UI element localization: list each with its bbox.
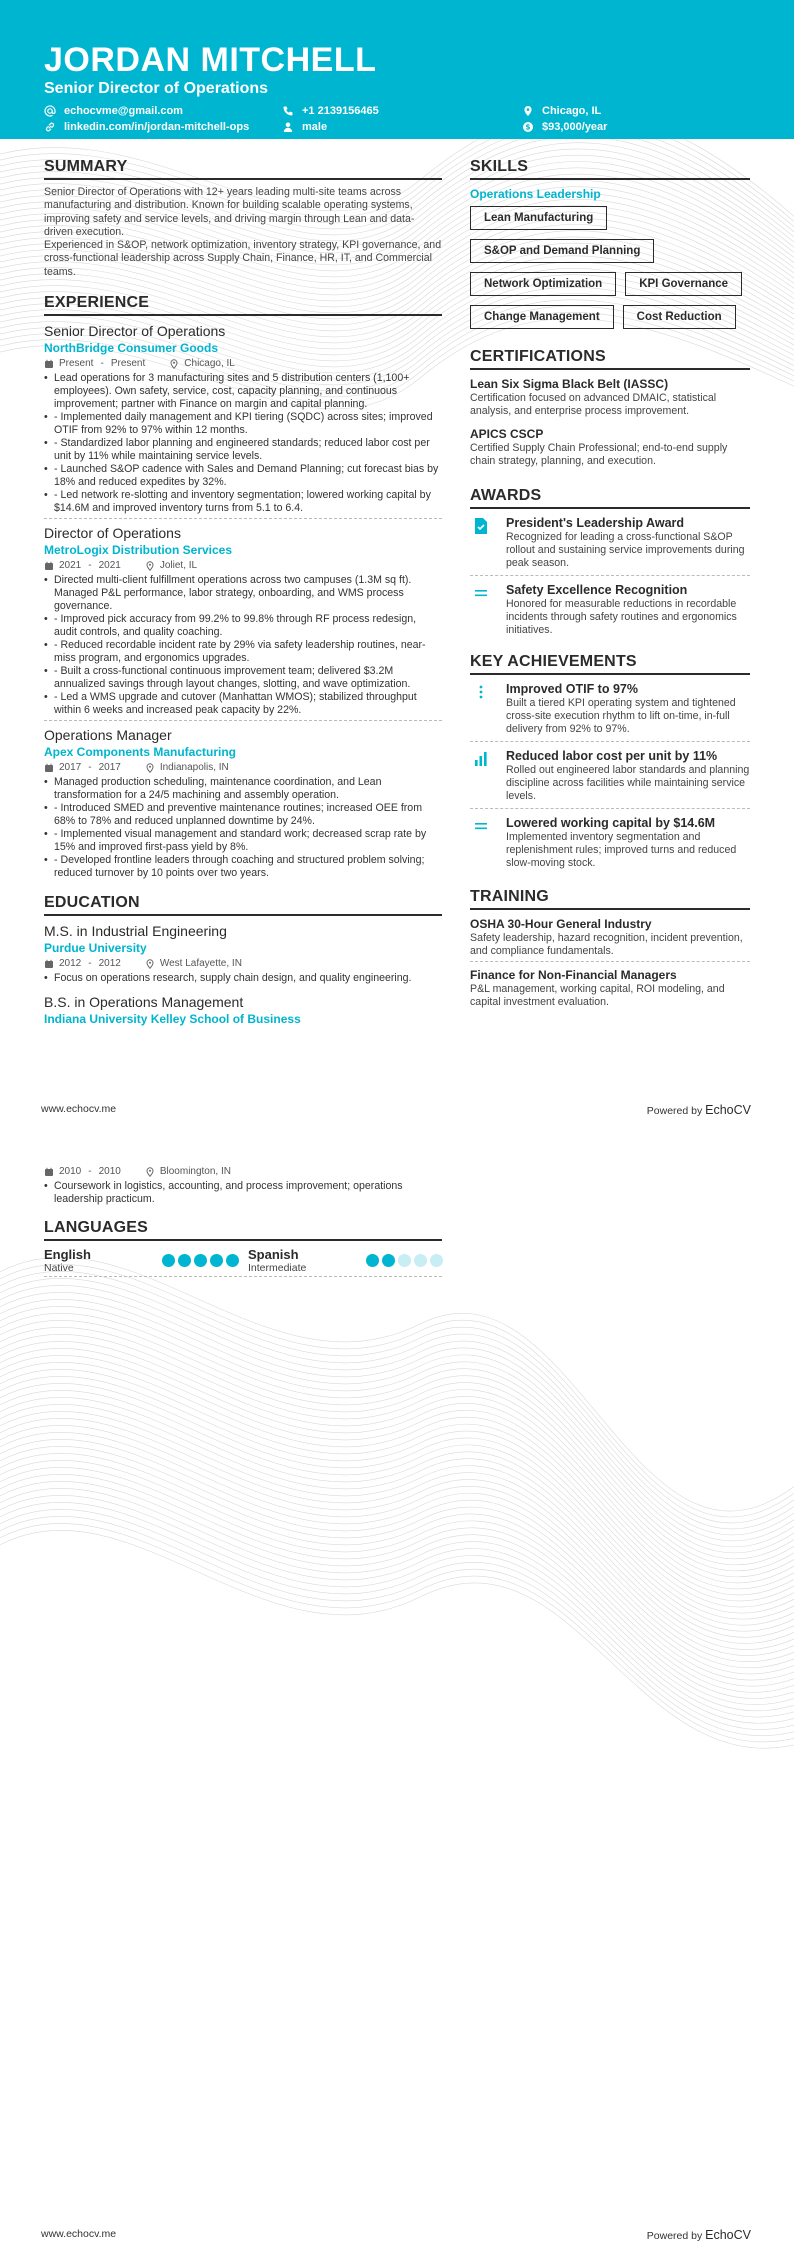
job-bullet: • - Reduced recordable incident rate by 29% via safety leadership routines, near-miss program, and ergonomics upgrades. — [44, 639, 442, 665]
training-title: OSHA 30-Hour General Industry — [470, 917, 652, 931]
job-location: Chicago, IL — [184, 358, 235, 370]
education-start: 2012 — [59, 958, 82, 970]
job-bullet: • - Introduced SMED and preventive maintenance routines; increased OEE from 68% to 78% and reduced unplanned downtime by 24%. — [44, 802, 442, 828]
email-text: echocvme@gmail.com — [64, 105, 183, 117]
certification-item — [470, 426, 750, 468]
achievements-heading: KEY ACHIEVEMENTS — [470, 652, 750, 675]
resume-header — [0, 0, 794, 139]
education-bullets — [44, 1180, 442, 1206]
language-rating — [366, 1254, 443, 1267]
experience-item — [44, 524, 442, 721]
education-bullet: • Focus on operations research, supply chain design, and quality engineering. — [44, 972, 442, 985]
job-meta: 2021 - 2021 Joliet, IL — [44, 559, 442, 572]
certifications-section — [470, 347, 750, 468]
experience-heading: EXPERIENCE — [44, 293, 442, 316]
job-start: Present — [59, 358, 94, 370]
summary-section — [44, 157, 442, 279]
job-bullet: • - Launched S&OP cadence with Sales and Demand Planning; cut forecast bias by 18% and reduced expedites by 32%. — [44, 463, 442, 489]
vertical-dots-icon — [470, 681, 494, 736]
contact-info — [44, 105, 750, 145]
experience-item — [44, 726, 442, 883]
summary-paragraph-2: Experienced in S&OP, network optimization, inventory strategy, KPI governance, and cross-functional leadership across Supply Chain, Finance, HR, IT, and Commercial teams. — [44, 239, 442, 278]
language-level: Native — [44, 1262, 74, 1274]
school-name: Purdue University — [44, 941, 147, 956]
education-meta: 2010 - 2010 Bloomington, IN — [44, 1165, 442, 1178]
rating-dot — [226, 1254, 239, 1267]
languages-list — [44, 1247, 442, 1277]
calendar-icon — [44, 959, 54, 969]
job-location: Indianapolis, IN — [159, 762, 229, 774]
job-bullet: • - Standardized labor planning and engineered standards; reduced labor cost per unit by 11% while maintaining service levels. — [44, 437, 442, 463]
job-bullet: • - Built a cross-functional continuous improvement team; delivered $3.2M annualized savings through layout changes, slotting, and wave optimization. — [44, 665, 442, 691]
skill-tag: S&OP and Demand Planning — [470, 239, 654, 263]
right-column — [470, 157, 750, 1009]
job-bullet: • Directed multi-client fulfillment operations across two campuses (1.3M sq ft). Managed P&L performance, labor strategy, onboarding, and WMS process governance. — [44, 574, 442, 613]
degree-title: M.S. in Industrial Engineering — [44, 923, 227, 940]
contact-email[interactable] — [44, 105, 183, 117]
map-pin-icon — [145, 1167, 155, 1177]
education-bullet: • Coursework in logistics, accounting, and process improvement; operations leadership practicum. — [44, 1180, 442, 1206]
salary-text: $93,000/year — [542, 121, 608, 133]
rating-dot — [430, 1254, 443, 1267]
map-pin-icon — [145, 959, 155, 969]
job-bullet: • - Led network re-slotting and inventory segmentation; lowered working capital by $14.6M and improved inventory turns from 5.1 to 6.4. — [44, 489, 442, 515]
education-section — [44, 893, 442, 1027]
rating-dot — [194, 1254, 207, 1267]
contact-salary — [522, 121, 607, 133]
contact-phone[interactable] — [282, 105, 379, 117]
job-bullets — [44, 574, 442, 717]
page-footer — [41, 2228, 751, 2242]
skill-tags — [470, 206, 750, 329]
language-name: English — [44, 1247, 91, 1262]
svg-text:$: $ — [525, 122, 531, 132]
resume-page-2 — [0, 1124, 794, 2246]
phone-text: +1 2139156465 — [302, 105, 379, 117]
language-name: Spanish — [248, 1247, 299, 1262]
job-bullet: • - Developed frontline leaders through coaching and structured problem solving; reduced turnover by 10 points over two years. — [44, 854, 442, 880]
job-title: Senior Director of Operations — [44, 323, 226, 340]
candidate-name: JORDAN MITCHELL — [44, 41, 377, 79]
company-name: NorthBridge Consumer Goods — [44, 341, 219, 356]
rating-dot — [162, 1254, 175, 1267]
skills-section — [470, 157, 750, 329]
skill-tag: Change Management — [470, 305, 614, 329]
job-start: 2017 — [59, 762, 82, 774]
powered-label: Powered by — [646, 2230, 703, 2242]
map-pin-icon — [145, 561, 155, 571]
training-item — [470, 967, 750, 1009]
certifications-heading: CERTIFICATIONS — [470, 347, 750, 370]
money-icon — [522, 121, 534, 133]
training-section — [470, 887, 750, 1009]
linkedin-text: linkedin.com/in/jordan-mitchell-ops — [64, 121, 250, 133]
education-end: 2010 — [98, 1166, 121, 1177]
job-bullets — [44, 372, 442, 515]
left-column-continued — [44, 1164, 442, 1277]
education-bullets — [44, 972, 442, 985]
job-location: Joliet, IL — [159, 560, 198, 572]
education-heading: EDUCATION — [44, 893, 442, 916]
map-pin-icon — [169, 359, 179, 369]
education-meta: 2012 - 2012 West Lafayette, IN — [44, 957, 442, 970]
page-footer — [41, 1103, 751, 1117]
summary-paragraph-1: Senior Director of Operations with 12+ years leading multi-site teams across manufacturing and distribution. Known for building scalable operating systems, improving safety and service levels, and driving margin through Lean and data-driven execution. — [44, 186, 415, 238]
skill-tag: Cost Reduction — [623, 305, 736, 329]
contact-gender — [282, 121, 327, 133]
languages-heading: LANGUAGES — [44, 1218, 442, 1241]
candidate-title: Senior Director of Operations — [44, 80, 269, 97]
company-name: Apex Components Manufacturing — [44, 745, 237, 760]
powered-by — [647, 1103, 751, 1117]
job-bullet: • - Led a WMS upgrade and cutover (Manhattan WMOS); stabilized throughput within 6 weeks and increased peak capacity by 22%. — [44, 691, 442, 717]
skill-group-title: Operations Leadership — [470, 187, 601, 201]
achievement-item-desc: Rolled out engineered labor standards and planning discipline across facilities while maintaining service levels. — [506, 764, 750, 802]
powered-by — [647, 2228, 751, 2242]
achievements-list — [470, 681, 750, 875]
language-item — [44, 1247, 239, 1275]
calendar-icon — [44, 359, 54, 369]
job-start: 2021 — [59, 560, 82, 572]
contact-location — [522, 105, 601, 117]
job-bullet: • - Improved pick accuracy from 99.2% to 99.8% through RF process redesign, audit controls, and quality coaching. — [44, 613, 442, 639]
job-bullet: • Managed production scheduling, maintenance coordination, and Lean transformation for a 24/5 machining and assembly operation. — [44, 776, 442, 802]
calendar-icon — [44, 763, 54, 773]
achievement-item-title: Reduced labor cost per unit by 11% — [506, 749, 718, 763]
training-heading: TRAINING — [470, 887, 750, 910]
award-item-desc: Honored for measurable reductions in recordable incidents through safety routines and ergonomics initiatives. — [506, 598, 737, 636]
award-item-title: President's Leadership Award — [506, 516, 685, 530]
powered-label: Powered by — [646, 1105, 703, 1117]
languages-section — [44, 1218, 442, 1277]
training-title: Finance for Non-Financial Managers — [470, 968, 677, 982]
achievement-item-title: Improved OTIF to 97% — [506, 682, 638, 696]
achievement-item — [470, 815, 750, 875]
award-item — [470, 582, 750, 642]
certification-title: Lean Six Sigma Black Belt (IASSC) — [470, 377, 669, 391]
rating-dot — [382, 1254, 395, 1267]
user-icon — [282, 121, 294, 133]
job-title: Operations Manager — [44, 727, 172, 744]
achievement-item-desc: Implemented inventory segmentation and replenishment rules; improved turns and reduced slow-moving stock. — [506, 831, 737, 869]
award-item-desc: Recognized for leading a cross-functional S&OP rollout and sustaining service improvements during peak season. — [506, 531, 745, 569]
location-text: Chicago, IL — [542, 105, 602, 117]
certification-desc: Certification focused on advanced DMAIC, statistical analysis, and enterprise process improvement. — [470, 392, 717, 417]
language-rating — [162, 1254, 239, 1267]
awards-section — [470, 486, 750, 642]
language-item — [248, 1247, 443, 1275]
job-bullet: • Lead operations for 3 manufacturing sites and 5 distribution centers (1,100+ employees). Own safety, service, cost, capacity planning, and continuous improvement; partner with Finance on margin and capital planning. — [44, 372, 442, 411]
summary-heading: SUMMARY — [44, 157, 442, 180]
experience-section — [44, 293, 442, 883]
job-bullet: • - Implemented daily management and KPI tiering (SQDC) across sites; improved OTIF from 92% to 97% within 12 months. — [44, 411, 442, 437]
map-pin-icon — [145, 763, 155, 773]
skill-tag: Lean Manufacturing — [470, 206, 607, 230]
calendar-icon — [44, 1167, 54, 1177]
skills-heading: SKILLS — [470, 157, 750, 180]
experience-list — [44, 322, 442, 883]
job-bullets — [44, 776, 442, 880]
achievement-item — [470, 748, 750, 809]
company-name: MetroLogix Distribution Services — [44, 543, 233, 558]
education-start: 2010 — [59, 1166, 82, 1177]
job-title: Director of Operations — [44, 525, 181, 542]
job-end: Present — [110, 358, 146, 370]
rating-dot — [366, 1254, 379, 1267]
award-item — [470, 515, 750, 576]
map-pin-icon — [522, 105, 534, 117]
link-icon — [44, 121, 56, 133]
education-location: Bloomington, IN — [159, 1166, 231, 1177]
phone-icon — [282, 105, 294, 117]
achievement-item-title: Lowered working capital by $14.6M — [506, 816, 716, 830]
equals-icon — [470, 815, 494, 870]
gender-text: male — [302, 121, 328, 133]
degree-title: B.S. in Operations Management — [44, 994, 244, 1011]
skill-tag: KPI Governance — [625, 272, 742, 296]
training-item — [470, 916, 750, 962]
experience-item — [44, 322, 442, 519]
rating-dot — [178, 1254, 191, 1267]
equals-icon — [470, 582, 494, 637]
contact-linkedin[interactable] — [44, 121, 249, 133]
brand-name: EchoCV — [705, 1103, 751, 1117]
job-meta: 2017 - 2017 Indianapolis, IN — [44, 761, 442, 774]
school-name: Indiana University Kelley School of Business — [44, 1012, 301, 1027]
footer-site-link[interactable]: www.echocv.me — [41, 2228, 117, 2240]
achievements-section — [470, 652, 750, 875]
education-location: West Lafayette, IN — [159, 958, 242, 970]
training-desc: P&L management, working capital, ROI modeling, and capital investment evaluation. — [470, 983, 725, 1008]
achievement-item — [470, 681, 750, 742]
at-sign-icon — [44, 105, 56, 117]
rating-dot — [414, 1254, 427, 1267]
resume-page-1 — [0, 0, 794, 1120]
job-meta: Present - Present Chicago, IL — [44, 357, 442, 370]
document-check-icon — [470, 515, 494, 570]
training-desc: Safety leadership, hazard recognition, incident prevention, and compliance fundamentals. — [470, 932, 743, 957]
education-item — [44, 993, 442, 1027]
achievement-item-desc: Built a tiered KPI operating system and tightened cross-site execution rhythm to lift on-time, in-full delivery from 92% to 97%. — [506, 697, 736, 735]
education-end: 2012 — [98, 958, 121, 970]
left-column — [44, 157, 442, 1027]
education-item-continued — [44, 1165, 442, 1206]
awards-list — [470, 515, 750, 642]
award-item-title: Safety Excellence Recognition — [506, 583, 688, 597]
rating-dot — [398, 1254, 411, 1267]
awards-heading: AWARDS — [470, 486, 750, 509]
footer-site-link[interactable]: www.echocv.me — [41, 1103, 117, 1115]
certification-title: APICS CSCP — [470, 427, 544, 441]
job-end: 2021 — [98, 560, 121, 572]
skill-tag: Network Optimization — [470, 272, 616, 296]
job-bullet: • - Implemented visual management and standard work; decreased scrap rate by 15% and improved first-pass yield by 8%. — [44, 828, 442, 854]
certification-desc: Certified Supply Chain Professional; end-to-end supply chain strategy, planning, and execution. — [470, 442, 728, 467]
job-end: 2017 — [98, 762, 121, 774]
language-level: Intermediate — [248, 1262, 307, 1274]
calendar-icon — [44, 561, 54, 571]
brand-name: EchoCV — [705, 2228, 751, 2242]
rating-dot — [210, 1254, 223, 1267]
bar-chart-icon — [470, 748, 494, 803]
education-item — [44, 922, 442, 988]
certification-item — [470, 376, 750, 418]
